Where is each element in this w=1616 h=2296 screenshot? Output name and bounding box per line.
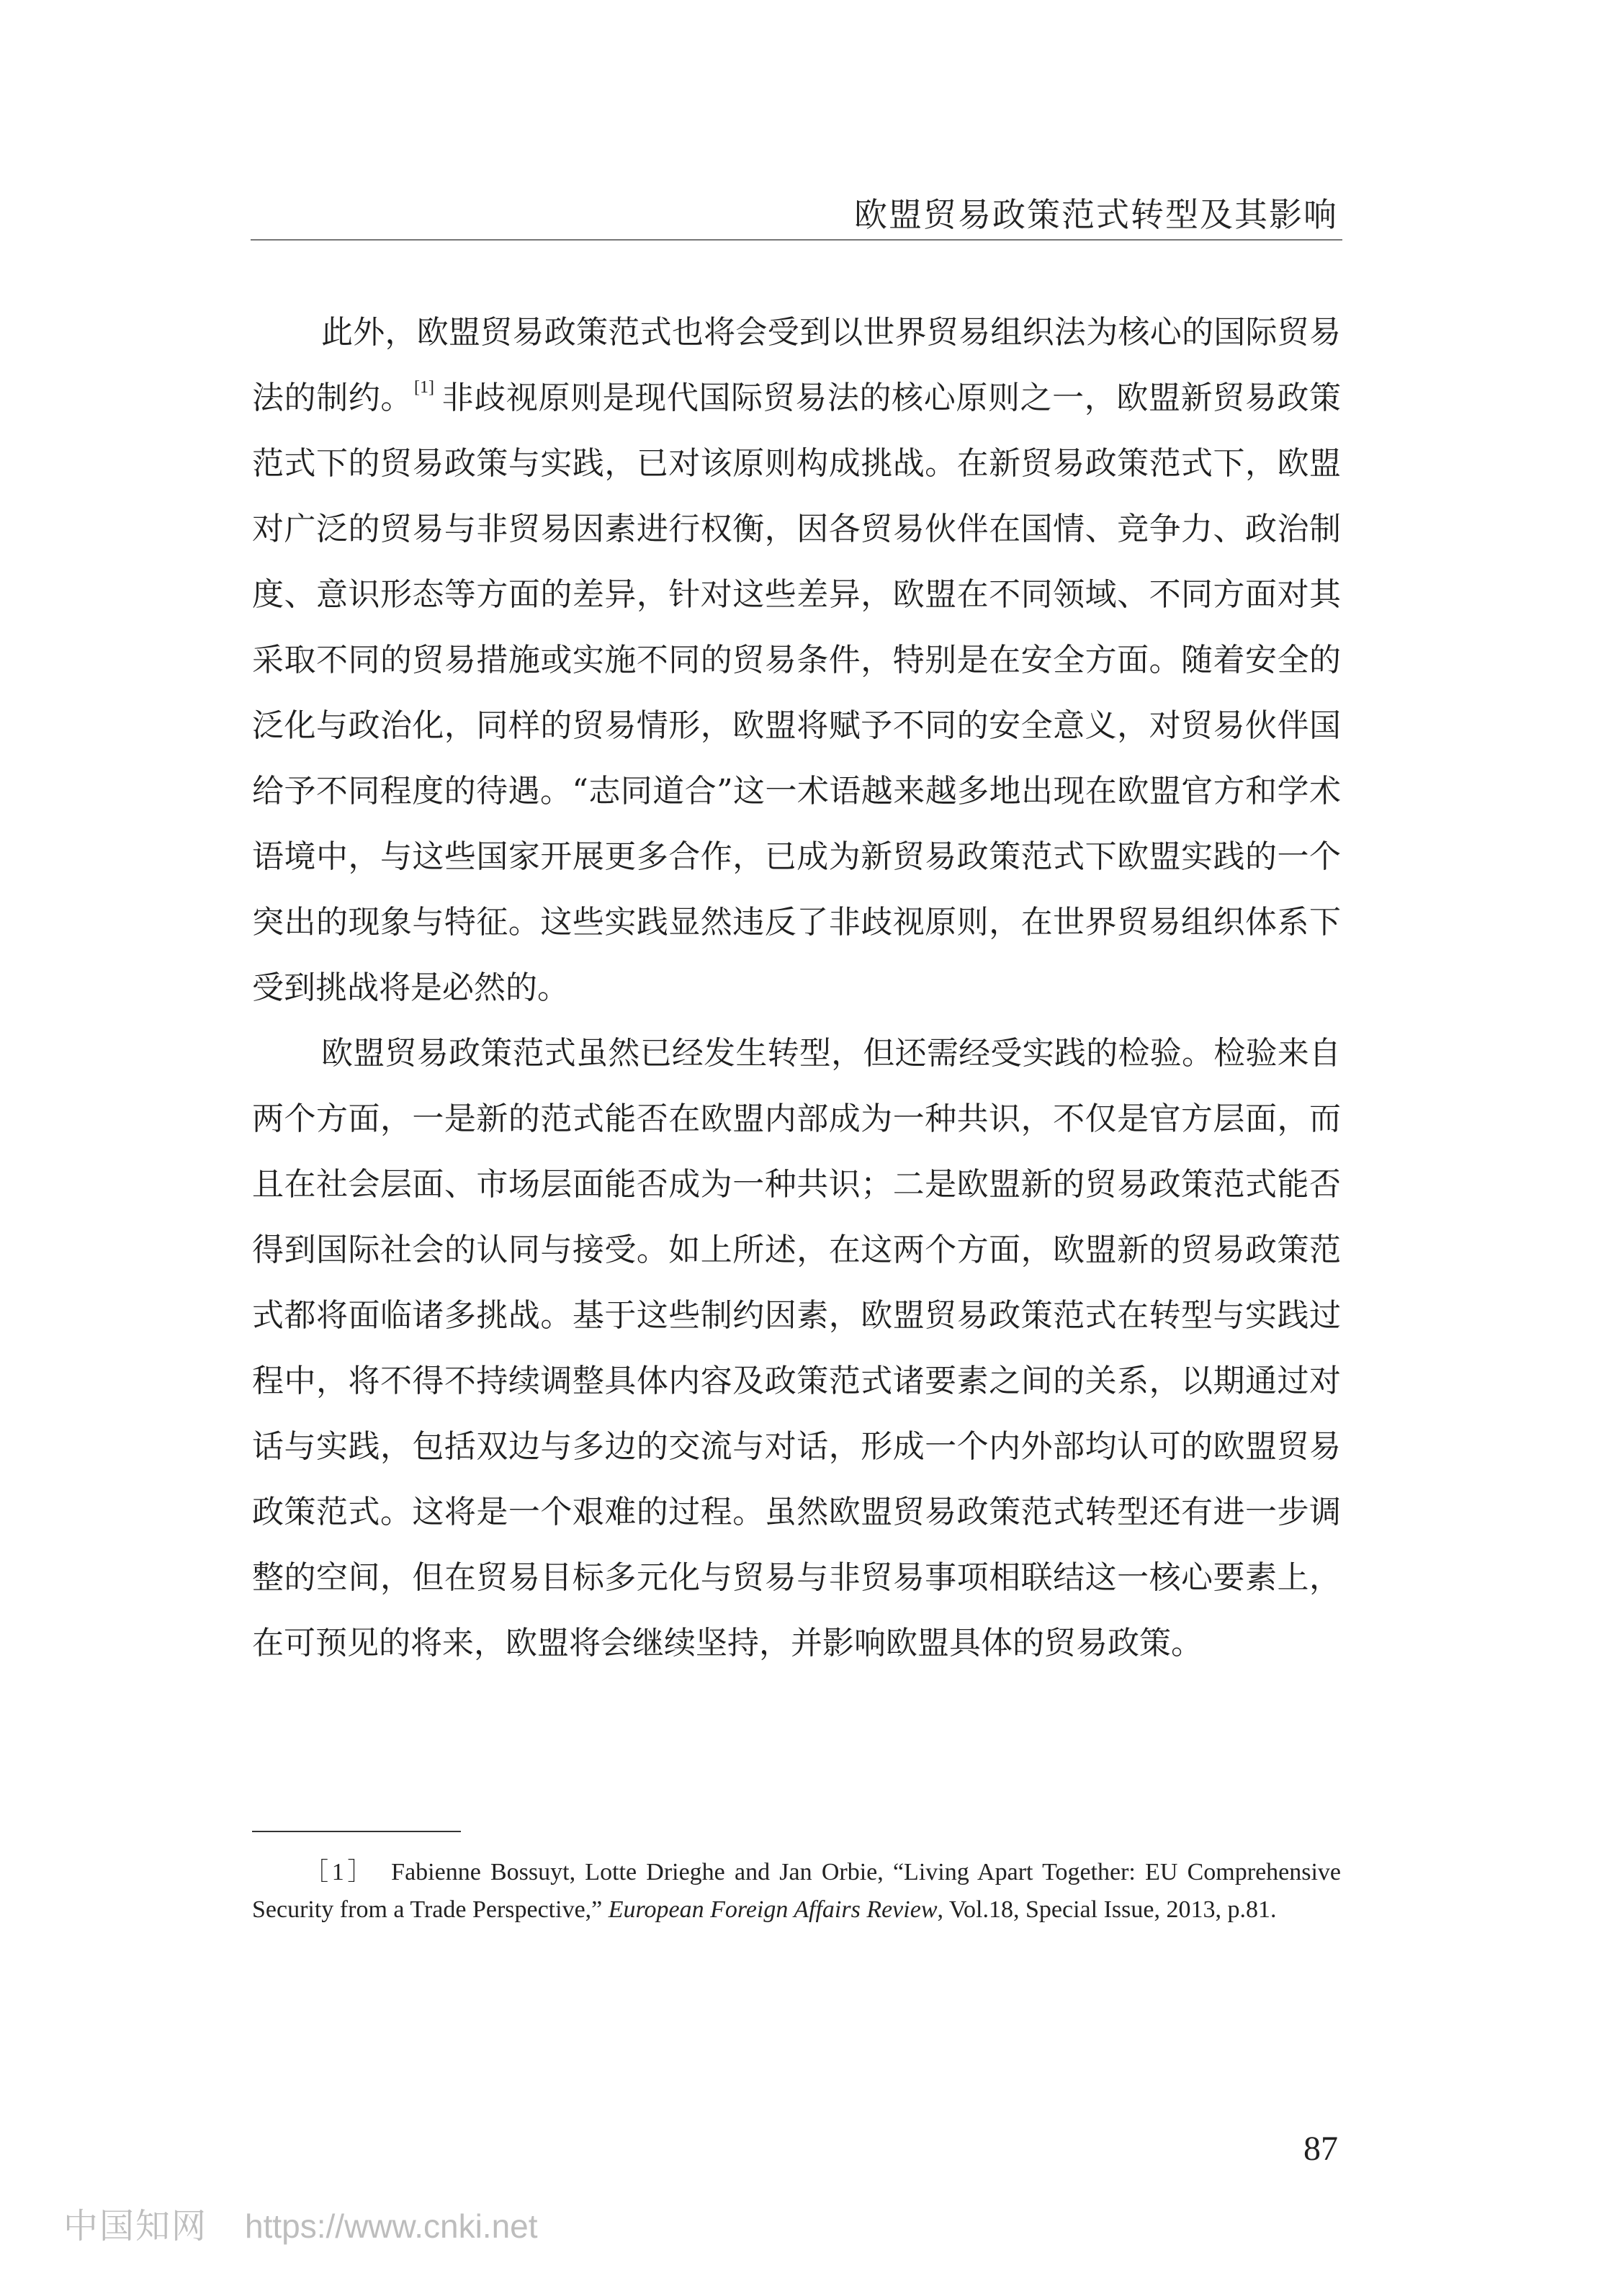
running-header-title: 欧盟贸易政策范式转型及其影响 xyxy=(854,195,1338,234)
paragraph-1-text-start: 此外，欧盟贸易政策范式也将会受到以世界贸易组织法为核心的国际贸易法的制约。 xyxy=(252,314,1341,416)
footnote-journal: European Foreign Affairs Review xyxy=(608,1896,938,1923)
paragraph-2: 欧盟贸易政策范式虽然已经发生转型，但还需经受实践的检验。检验来自两个方面，一是新的范式能否在欧盟内部成为一种共识，不仅是官方层面，而且在社会层面、市场层面能否成为一种共识；二是欧盟新的贸易政策范式能否得到国际社会的认同与接受。如上所述，在这两个方面，欧盟新的贸易政策范式都将面临诸多挑战。基于这些制约因素，欧盟贸易政策范式在转型与实践过程中，将不得不持续调整具体内容及政策范式诸要素之间的关系，以期通过对话与实践，包括双边与多边的交流与对话，形成一个内外部均认可的欧盟贸易政策范式。这将是一个艰难的过程。虽然欧盟贸易政策范式转型还有进一步调整的空间，但在贸易目标多元化与贸易与非贸易事项相联结这一核心要素上，在可预见的将来，欧盟将会继续坚持，并影响欧盟具体的贸易政策。 xyxy=(252,1035,1341,1662)
watermark xyxy=(63,2198,538,2248)
paragraph-1 xyxy=(252,300,1341,1021)
footnote-reference-1[interactable]: [1] xyxy=(414,378,435,397)
footnote-article-title: “Living Apart Together: EU Comprehensive Security from a Trade Perspective,” xyxy=(252,1859,1342,1923)
footnote-details: , Vol.18, Special Issue, 2013, p.81. xyxy=(937,1896,1277,1923)
header-divider xyxy=(251,239,1342,241)
footnote-1 xyxy=(252,1854,1341,1929)
footnote-authors: Fabienne Bossuyt, Lotte Drieghe and Jan Orbie, xyxy=(391,1859,884,1885)
watermark-url[interactable]: https://www.cnki.net xyxy=(245,2207,538,2245)
footnote-divider xyxy=(252,1831,461,1832)
footnote-marker: ［1］ xyxy=(304,1859,376,1885)
body-text xyxy=(252,300,1341,1676)
watermark-logo: 中国知网 xyxy=(63,2206,208,2246)
footnotes xyxy=(252,1854,1341,1929)
paragraph-1-text-end: 非歧视原则是现代国际贸易法的核心原则之一，欧盟新贸易政策范式下的贸易政策与实践，已对该原则构成挑战。在新贸易政策范式下，欧盟对广泛的贸易与非贸易因素进行权衡，因各贸易伙伴在国情、竞争力、政治制度、意识形态等方面的差异，针对这些差异，欧盟在不同领域、不同方面对其采取不同的贸易措施或实施不同的贸易条件，特别是在安全方面。随着安全的泛化与政治化，同样的贸易情形，欧盟将赋予不同的安全意义，对贸易伙伴国给予不同程度的待遇。“志同道合”这一术语越来越多地出现在欧盟官方和学术语境中，与这些国家开展更多合作，已成为新贸易政策范式下欧盟实践的一个突出的现象与特征。这些实践显然违反了非歧视原则，在世界贸易组织体系下受到挑战将是必然的。 xyxy=(252,380,1342,1006)
page-number: 87 xyxy=(1303,2130,1338,2168)
